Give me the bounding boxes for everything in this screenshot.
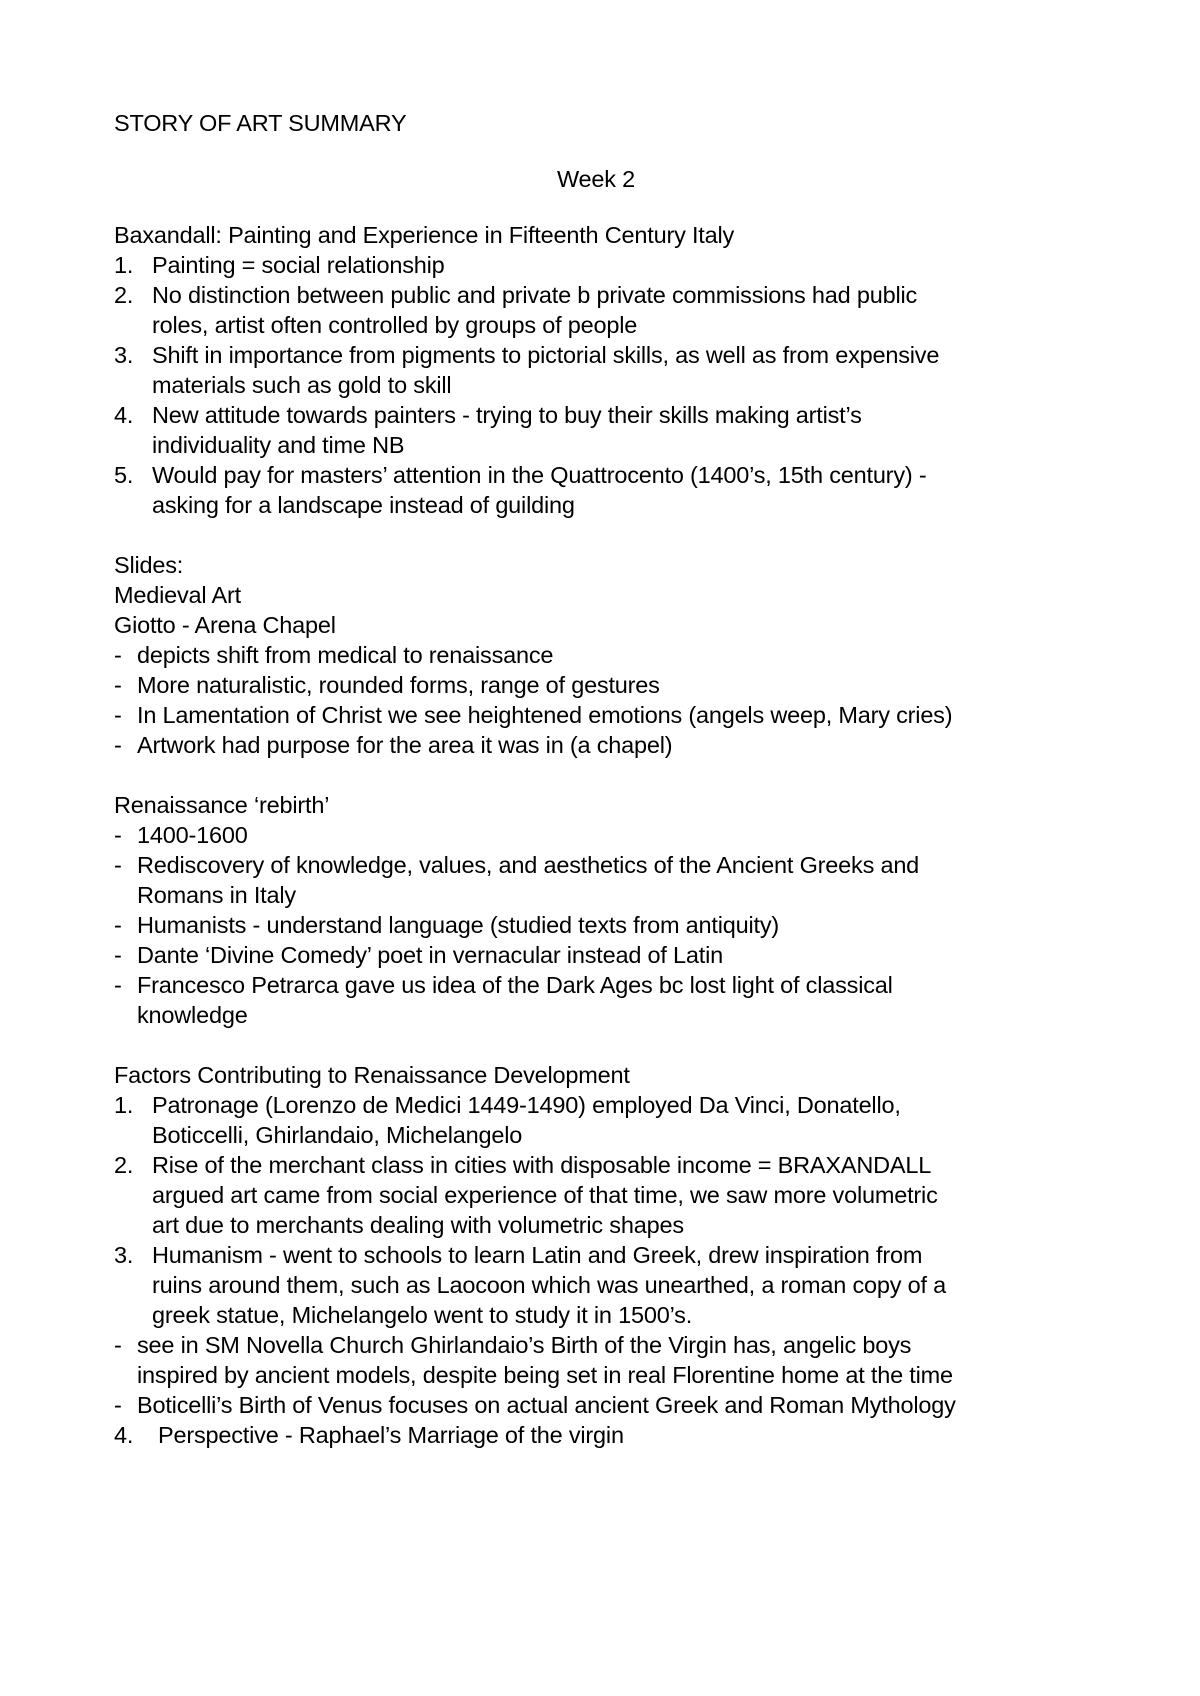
list-marker: 3. — [114, 342, 134, 368]
document-title: STORY OF ART SUMMARY — [114, 110, 407, 136]
list-item-text: asking for a landscape instead of guilding — [152, 492, 575, 518]
bullet-text: More naturalistic, rounded forms, range of gestures — [137, 672, 660, 698]
bullet-text: inspired by ancient models, despite being set in real Florentine home at the time — [137, 1362, 953, 1388]
bullet-marker: - — [114, 732, 122, 758]
bullet-text: Rediscovery of knowledge, values, and aesthetics of the Ancient Greeks and — [137, 852, 920, 878]
list-item-text: No distinction between public and private b private commissions had public — [152, 282, 918, 308]
list-item-text: Shift in importance from pigments to pictorial skills, as well as from expensive — [152, 342, 940, 368]
bullet-marker: - — [114, 942, 122, 968]
list-item-text: ruins around them, such as Laocoon which was unearthed, a roman copy of a — [152, 1272, 947, 1298]
list-marker: 2. — [114, 1152, 134, 1178]
bullet-text: Romans in Italy — [137, 882, 296, 908]
section-heading: Baxandall: Painting and Experience in Fifteenth Century Italy — [114, 222, 735, 248]
list-item-text: Painting = social relationship — [152, 252, 445, 278]
list-item-text: Rise of the merchant class in cities with disposable income = BRAXANDALL — [152, 1152, 932, 1178]
list-marker: 1. — [114, 252, 134, 278]
bullet-marker: - — [114, 672, 122, 698]
list-item-text: argued art came from social experience of that time, we saw more volumetric — [152, 1182, 938, 1208]
list-marker: 5. — [114, 462, 134, 488]
list-item-text: Humanism - went to schools to learn Latin and Greek, drew inspiration from — [152, 1242, 923, 1268]
list-item-text: roles, artist often controlled by groups of people — [152, 312, 638, 338]
list-marker: 1. — [114, 1092, 134, 1118]
bullet-marker: - — [114, 912, 122, 938]
bullet-text: Humanists - understand language (studied texts from antiquity) — [137, 912, 780, 938]
list-item-text: Would pay for masters’ attention in the Quattrocento (1400’s, 15th century) - — [152, 462, 927, 488]
bullet-marker: - — [114, 1392, 122, 1418]
bullet-text: Dante ‘Divine Comedy’ poet in vernacular instead of Latin — [137, 942, 724, 968]
list-marker: 2. — [114, 282, 134, 308]
bullet-text: Artwork had purpose for the area it was in (a chapel) — [137, 732, 673, 758]
list-item-text: Patronage (Lorenzo de Medici 1449-1490) employed Da Vinci, Donatello, — [152, 1092, 901, 1118]
bullet-text: 1400-1600 — [137, 822, 248, 848]
list-item-text: individuality and time NB — [152, 432, 405, 458]
list-marker: 4. — [114, 1422, 134, 1448]
bullet-text: knowledge — [137, 1002, 248, 1028]
list-item-text: Perspective - Raphael’s Marriage of the virgin — [158, 1422, 624, 1448]
bullet-text: see in SM Novella Church Ghirlandaio’s Birth of the Virgin has, angelic boys — [137, 1332, 912, 1358]
bullet-marker: - — [114, 702, 122, 728]
bullet-marker: - — [114, 642, 122, 668]
list-marker: 3. — [114, 1242, 134, 1268]
bullet-marker: - — [114, 822, 122, 848]
list-item-text: New attitude towards painters - trying to buy their skills making artist’s — [152, 402, 862, 428]
subheading: Giotto - Arena Chapel — [114, 612, 336, 638]
list-marker: 4. — [114, 402, 134, 428]
bullet-marker: - — [114, 972, 122, 998]
list-item-text: greek statue, Michelangelo went to study it in 1500’s. — [152, 1302, 693, 1328]
bullet-text: Francesco Petrarca gave us idea of the Dark Ages bc lost light of classical — [137, 972, 893, 998]
bullet-marker: - — [114, 1332, 122, 1358]
section-heading: Factors Contributing to Renaissance Development — [114, 1062, 630, 1088]
week-label: Week 2 — [557, 166, 636, 192]
bullet-marker: - — [114, 852, 122, 878]
subheading: Medieval Art — [114, 582, 241, 608]
list-item-text: materials such as gold to skill — [152, 372, 452, 398]
section-heading: Slides: — [114, 552, 184, 578]
bullet-text: Boticelli’s Birth of Venus focuses on actual ancient Greek and Roman Mythology — [137, 1392, 956, 1418]
list-item-text: Boticcelli, Ghirlandaio, Michelangelo — [152, 1122, 523, 1148]
bullet-text: In Lamentation of Christ we see heightened emotions (angels weep, Mary cries) — [137, 702, 953, 728]
section-heading: Renaissance ‘rebirth’ — [114, 792, 330, 818]
bullet-text: depicts shift from medical to renaissance — [137, 642, 554, 668]
list-item-text: art due to merchants dealing with volumetric shapes — [152, 1212, 684, 1238]
